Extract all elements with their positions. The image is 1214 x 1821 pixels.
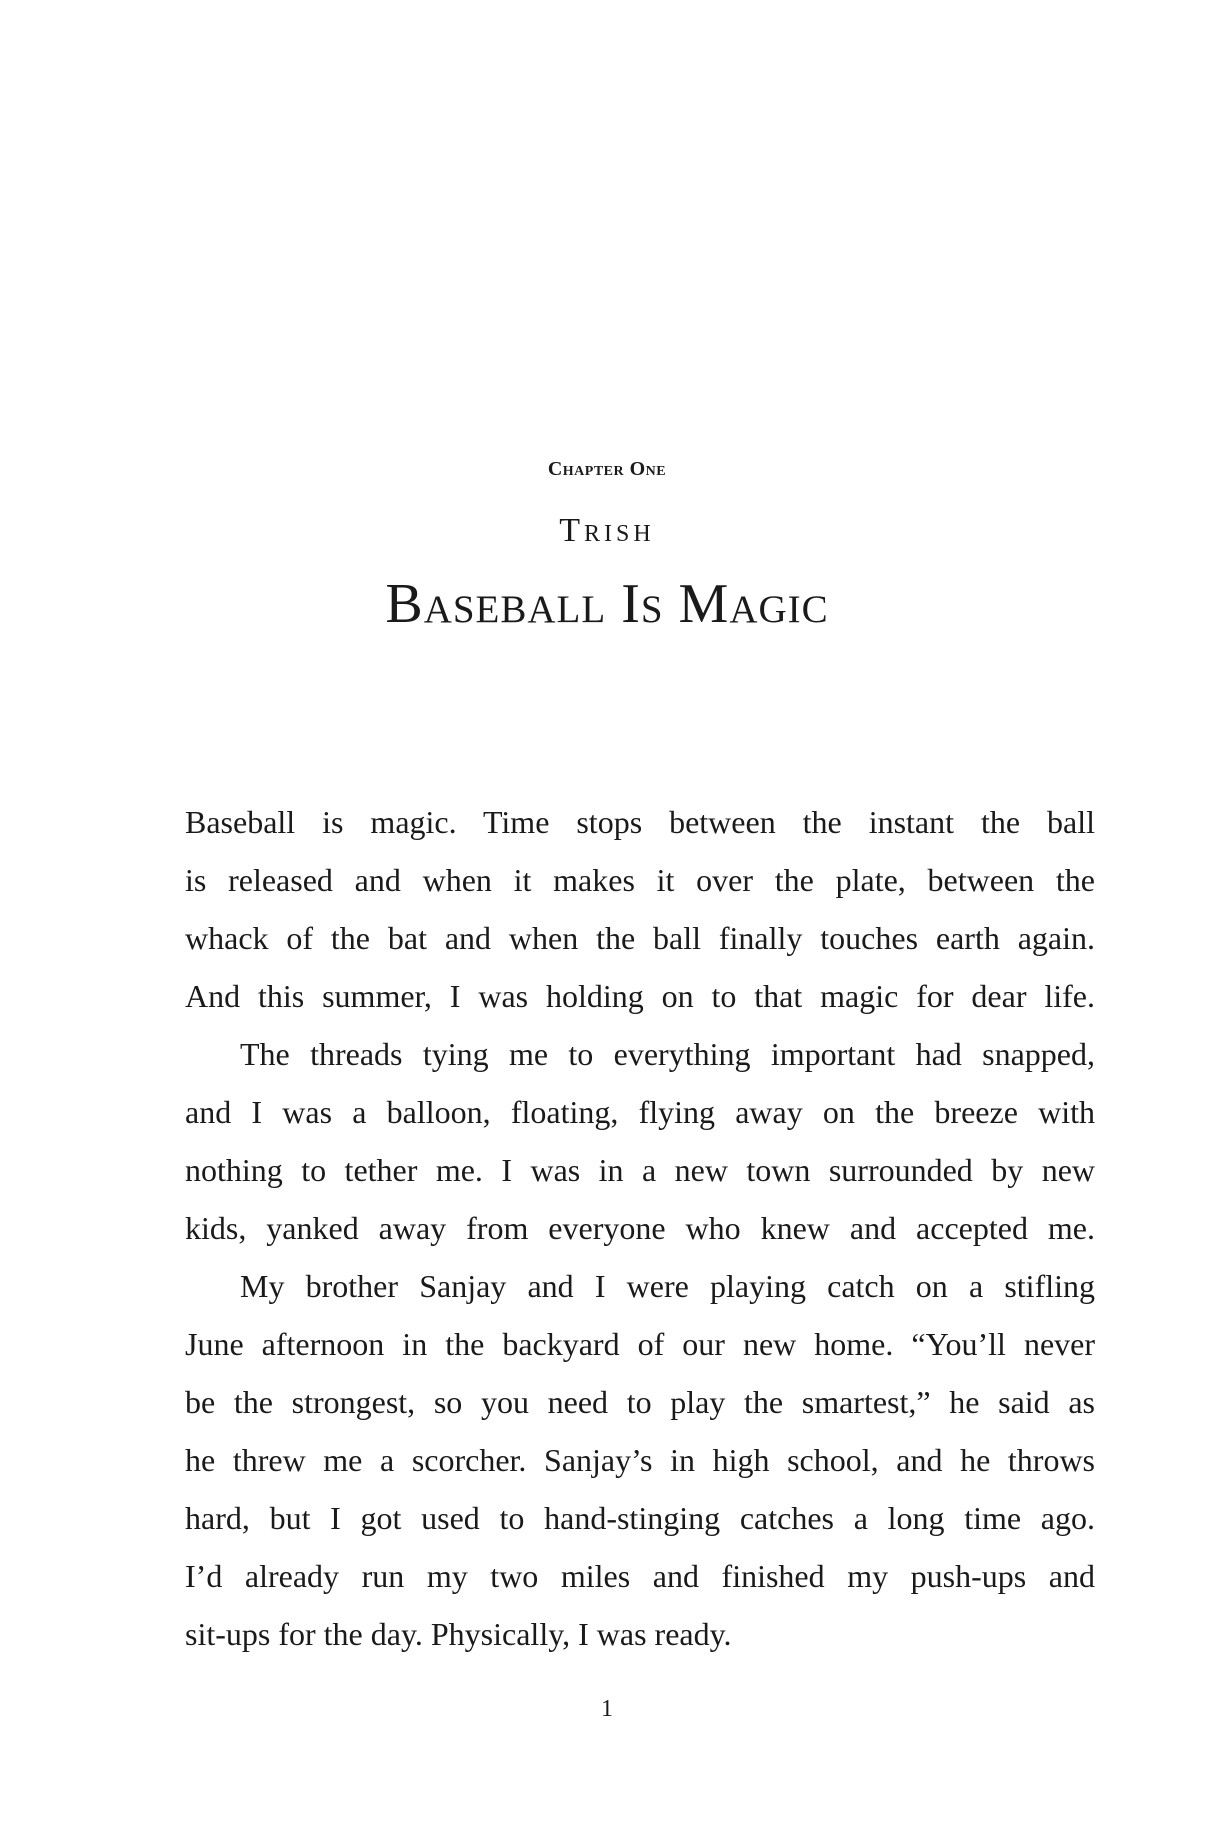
paragraph [185,1257,1095,1663]
text-line: he threw me a scorcher. Sanjay’s in high school, and he throws [185,1442,1095,1478]
paragraph [185,793,1095,1025]
text-line: sit-ups for the day. Physically, I was ready. [185,1616,732,1652]
text-line: hard, but I got used to hand-stinging catches a long time ago. [185,1500,1095,1536]
chapter-title: Baseball Is Magic [385,573,829,635]
text-line: Baseball is magic. Time stops between the instant the ball [185,804,1095,840]
text-line: be the strongest, so you need to play the smartest,” he said as [185,1384,1095,1420]
text-line: nothing to tether me. I was in a new town surrounded by new [185,1152,1095,1188]
body-text [185,793,1095,1663]
text-line: whack of the bat and when the ball finally touches earth again. [185,920,1095,956]
page-number: 1 [601,1696,613,1722]
chapter-label: Chapter One [547,458,667,480]
text-line: And this summer, I was holding on to that magic for dear life. [185,978,1095,1014]
text-line: is released and when it makes it over the plate, between the [185,862,1095,898]
paragraph [185,1025,1095,1257]
text-line: kids, yanked away from everyone who knew and accepted me. [185,1210,1095,1246]
narrator-heading: Trish [559,512,655,549]
text-line: The threads tying me to everything important had snapped, [240,1036,1095,1072]
text-line: My brother Sanjay and I were playing catch on a stifling [240,1268,1095,1304]
text-line: June afternoon in the backyard of our new home. “You’ll never [185,1326,1095,1362]
text-line: and I was a balloon, floating, flying away on the breeze with [185,1094,1095,1130]
text-line: I’d already run my two miles and finished my push-ups and [185,1558,1095,1594]
